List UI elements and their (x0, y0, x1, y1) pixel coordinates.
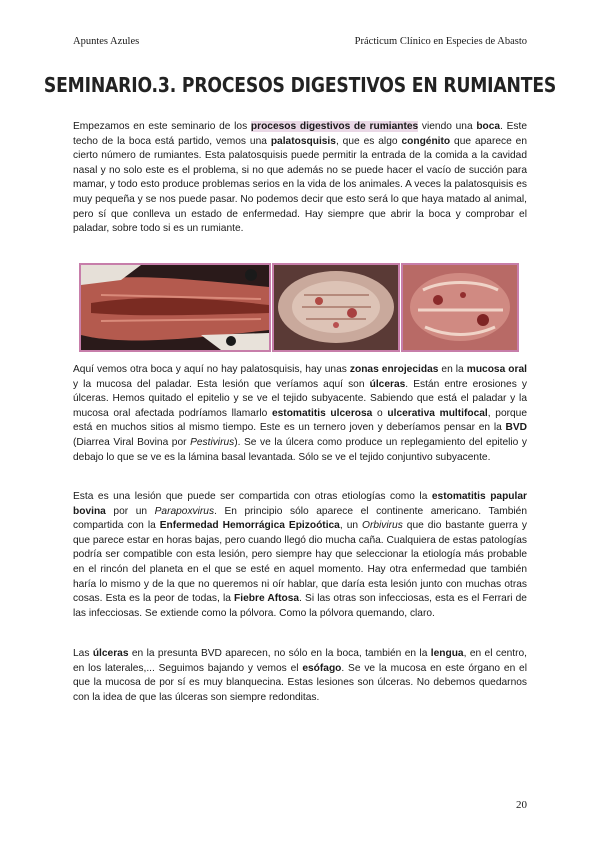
text-run: Esta es una lesión que puede ser compartida con otras etiologías como la (73, 491, 432, 502)
text-run: . Están entre erosiones y úlceras. Hemos quitado el epitelio y se ve el tejido subyacente. Sabiendo que está el paladar y la mucosa oral afectada podríamos llamarlo (73, 378, 527, 419)
text-run: . En principio sólo aparece el continente americano. También compartida con la (73, 505, 527, 532)
paragraph-1 (73, 120, 527, 237)
text-run: . Si las otras son infecciosas, esta es el Ferrari de las infecciosas. Se extiende como la pólvora. Como la pólvora quemando, claro. (73, 593, 527, 619)
bold-term: Fiebre Aftosa (234, 593, 300, 605)
bold-term: Enfermedad Hemorrágica Epizoótica (159, 520, 340, 532)
bold-term: úlceras (92, 648, 129, 659)
bold-term: boca (476, 121, 501, 132)
paragraph-3 (73, 490, 527, 621)
photo-oral-mucosa (401, 263, 519, 352)
text-run: , en el centro, en los laterales,... Seguimos bajando y vemos el (73, 648, 527, 674)
paragraph-4 (73, 647, 527, 705)
header-left: Apuntes Azules (73, 36, 140, 47)
page-number: 20 (516, 799, 527, 811)
text-run: . Este techo de la boca está partido, vemos una (73, 121, 527, 147)
italic-term: Parapoxvirus (154, 505, 215, 517)
bold-term: mucosa oral (466, 364, 527, 375)
bold-term: úlceras (369, 378, 406, 390)
italic-term: Pestivirus (190, 436, 235, 448)
palate-photo-image (81, 265, 269, 350)
bold-term: BVD (505, 422, 527, 434)
paragraph-2 (73, 363, 527, 465)
text-run: ). Se ve la úlcera como produce un replegamiento del epitelio y debajo lo que se ve es la lámina basal levantada. Sólo se ve el tejido conjuntivo subyacente. (73, 436, 527, 463)
bold-term: ulcerativa multifocal (387, 407, 488, 419)
text-run: en la (438, 364, 467, 375)
text-run: , un (339, 520, 363, 532)
photo-ulcerated-palate (272, 263, 400, 352)
ulcer-photo-image (274, 265, 398, 350)
text-run: . Se ve la mucosa en este órgano en el que la mucosa de por sí es muy blanquecina. Estas lesiones son úlceras. No debemos quedarnos con la idea de que las úlceras son siempre redonditas. (73, 662, 527, 703)
bold-term: estomatitis ulcerosa (271, 407, 373, 419)
text-run: Aquí vemos otra boca y aquí no hay palatosquisis, hay unas (73, 364, 350, 375)
text-run: viendo una (418, 121, 477, 132)
text-run: en la presunta BVD aparecen, no sólo en la boca, también en la (128, 648, 431, 659)
highlighted-term: procesos digestivos de rumiantes (250, 121, 419, 132)
bold-term: estomatitis papular bovina (73, 491, 527, 517)
italic-term: Orbivirus (362, 520, 403, 532)
text-run: , que es algo (335, 135, 402, 147)
text-run: que aparece en cierto número de rumiantes. Esta palatosquisis puede permitir la entrada de la comida a la cavidad nasal y no solo este es el problema, si no que además no se puede hacer el vacío de succión para mamar, y todo esto produce problemas serios en la vida de los animales. A veces la palatosquisis es muy pequeña y se nos puede pasar. No podemos decir que esto será lo que haya matado al animal, pero sí que conlleva un estado de enfermedad. Hay siempre que abrir la boca y comprobar el paladar, sobre todo si es un rumiante. (73, 135, 528, 235)
bold-term: esófago (302, 662, 342, 674)
text-run: Empezamos en este seminario de los (73, 121, 251, 132)
text-run: Las (73, 648, 93, 659)
mucosa-photo-image (403, 265, 517, 350)
text-run: (Diarrea Viral Bovina por (73, 436, 191, 448)
bold-term: palatosquisis (270, 135, 336, 147)
bold-term: lengua (430, 648, 464, 659)
text-run: o (372, 407, 388, 419)
text-run: por un (105, 505, 155, 517)
bold-term: congénito (401, 135, 451, 147)
text-run: , porque está en muchos sitios al mismo tiempo. Este es un ternero joven y deberíamos pensar en la (73, 407, 528, 434)
text-run: que dio bastante guerra y que parece estar en horas bajas, pero cuando llegó dio mucha caña. Cualquiera de estas patologías podría ser compatible con esta lesión, pero siempre hay que seleccionar la etiología más probable en el rincón del planeta en el que se esté en aquel momento. Hay otra enfermedad que también haría lo mismo y de la que no queremos ni oír hablar, que daría esta lesión junto con muchas otras cosas. Esta es la peor de todas, la (73, 520, 528, 605)
photo-palate-cleft (79, 263, 271, 352)
bold-term: zonas enrojecidas (349, 364, 439, 375)
text-run: y la mucosa del paladar. Esta lesión que veríamos aquí son (73, 378, 370, 390)
page-title: SEMINARIO.3. PROCESOS DIGESTIVOS EN RUMIANTES (43, 73, 557, 97)
header-right: Prácticum Clínico en Especies de Abasto (354, 36, 527, 47)
